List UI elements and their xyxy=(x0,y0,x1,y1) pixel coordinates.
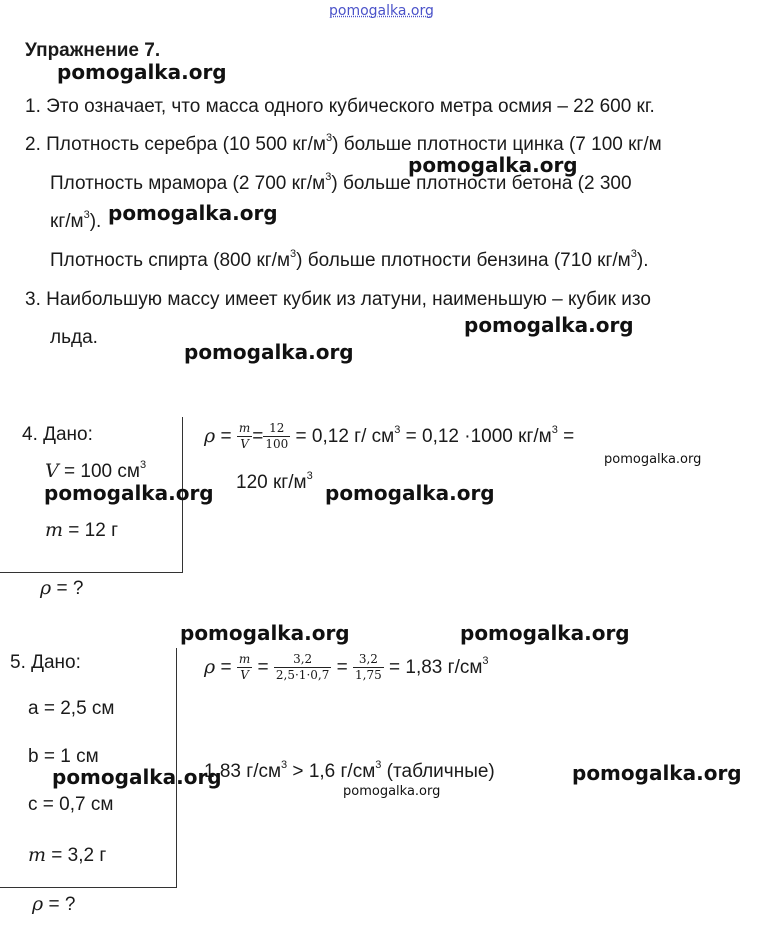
problem-4-label: 4. Дано: xyxy=(22,424,93,445)
problem-4-formula: ρ = $\frac{m}{V}$ = $\frac{12}{100}$ = 0,12 г/ $см^3 = 0,12 \cdot 1000$ $кг/м^3$ = xyxy=(204,421,575,452)
fraction-m-over-v: $\frac{m}{V}$ xyxy=(238,652,251,683)
problem-5-given-c: c = 0,7 см xyxy=(28,794,114,815)
problem-4-given-mass: m = 12 г xyxy=(45,519,119,541)
watermark: pomogalka.org xyxy=(464,313,634,337)
answer-2-line-4: Плотность спирта (800 $кг/м^3$) больше плотности бензина (710 $кг/м^3$). xyxy=(50,247,649,271)
watermark: pomogalka.org xyxy=(460,621,630,645)
problem-4-divider-horizontal xyxy=(0,572,183,573)
problem-4-find: ρ = ? xyxy=(40,577,84,599)
exercise-title: Упражнение 7. xyxy=(25,40,161,61)
watermark: pomogalka.org xyxy=(408,153,578,177)
watermark: pomogalka.org xyxy=(184,340,354,364)
answer-2-line-2: Плотность мрамора (2 700 $кг/м^3$) больше плотности бетона (2 300 xyxy=(50,170,632,194)
watermark: pomogalka.org xyxy=(57,60,227,84)
top-watermark-link[interactable]: pomogalka.org xyxy=(329,3,434,19)
fraction-12-over-100: $\frac{12}{100}$ xyxy=(265,421,289,452)
watermark: pomogalka.org xyxy=(572,761,742,785)
problem-5-label: 5. Дано: xyxy=(10,652,81,673)
problem-4-result: 120 $кг/м^3$ xyxy=(236,469,313,493)
answer-2-line-3: $кг/м^3$). xyxy=(50,208,102,232)
answer-2-line-1: 2. Плотность серебра (10 500 $кг/м^3$) больше плотности цинка (7 100 кг/м xyxy=(25,131,662,155)
watermark: pomogalka.org xyxy=(52,765,222,789)
problem-5-given-mass: m = 3,2 г xyxy=(28,844,107,866)
problem-5-given-b: b = 1 см xyxy=(28,746,99,767)
fraction-3-2-over-product: $\frac{3,2}{2,5\cdot 1\cdot 0,7}$ xyxy=(275,652,330,683)
answer-1: 1. Это означает, что масса одного кубического метра осмия – 22 600 кг. xyxy=(25,96,655,117)
answer-3-line-2: льда. xyxy=(50,327,98,348)
problem-5-divider-horizontal xyxy=(0,887,177,888)
problem-5-comparison: 1,83 $г/см^3 > 1,6$ $г/см^3$ (табличные) xyxy=(204,758,495,782)
fraction-3-2-over-1-75: $\frac{3,2}{1,75}$ xyxy=(355,652,382,683)
problem-5-find: ρ = ? xyxy=(32,893,76,915)
watermark: pomogalka.org xyxy=(44,481,214,505)
problem-5-formula: ρ = $\frac{m}{V}$ = $\frac{3,2}{2,5\cdot 1\cdot 0,7}$ = $\frac{3,2}{1,75}$ = 1,83 $г/см^3$ xyxy=(204,652,489,683)
problem-4-given-volume: V = 100 $см^3$ xyxy=(45,458,147,482)
watermark-small: pomogalka.org xyxy=(604,452,702,467)
watermark: pomogalka.org xyxy=(180,621,350,645)
problem-5-given-a: a = 2,5 см xyxy=(28,698,115,719)
fraction-m-over-v: $\frac{m}{V}$ xyxy=(238,421,251,452)
watermark: pomogalka.org xyxy=(108,201,278,225)
watermark: pomogalka.org xyxy=(325,481,495,505)
answer-3-line-1: 3. Наибольшую массу имеет кубик из латуни, наименьшую – кубик изо xyxy=(25,289,651,310)
watermark-small: pomogalka.org xyxy=(343,784,441,799)
